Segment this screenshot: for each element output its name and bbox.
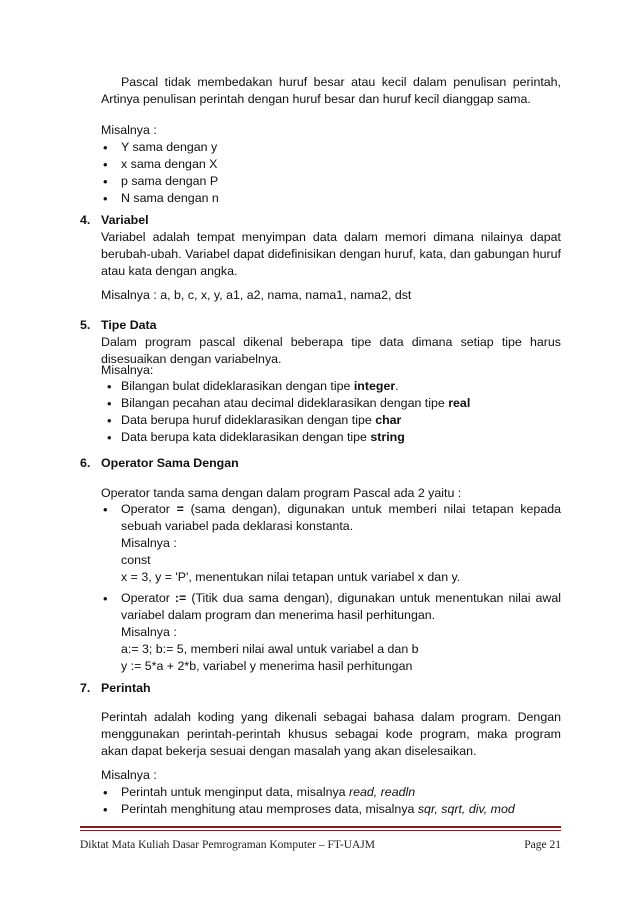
footer-title: Diktat Mata Kuliah Dasar Pemrograman Komputer – FT-UAJM — [80, 839, 376, 851]
list-item: Perintah untuk menginput data, misalnya read, readln — [121, 785, 416, 799]
footer-divider — [80, 830, 561, 831]
bullet-icon: • — [107, 430, 112, 445]
list-item: Data berupa kata dideklarasikan dengan tipe string — [121, 430, 405, 444]
footer-divider — [80, 826, 561, 828]
section-5-paragraph: Dalam program pascal dikenal beberapa tipe data dimana setiap tipe harus disesuaikan dengan variabelnya. — [101, 335, 561, 366]
operator-equal-description: Operator = (sama dengan), digunakan untuk memberi nilai tetapan kepada sebuah variabel pada deklarasi konstanta. — [121, 502, 561, 533]
section-4-example: Misalnya : a, b, c, x, y, a1, a2, nama, nama1, nama2, dst — [101, 288, 412, 302]
bullet-icon: • — [107, 379, 112, 394]
section-5-misalnya: Misalnya: — [101, 363, 154, 377]
section-5-number: 5. — [80, 318, 91, 332]
section-5-title: Tipe Data — [101, 318, 157, 332]
list-item: Data berupa huruf dideklarasikan dengan tipe char — [121, 413, 402, 427]
intro-paragraph: Pascal tidak membedakan huruf besar atau kecil dalam penulisan perintah, Artinya penulisan perintah dengan huruf besar dan huruf kecil dianggap sama. — [101, 75, 561, 106]
bullet-icon: • — [103, 174, 108, 189]
code-line: a:= 3; b:= 5, memberi nilai awal untuk variabel a dan b — [121, 642, 419, 656]
list-item: Perintah menghitung atau memproses data, misalnya sqr, sqrt, div, mod — [121, 802, 515, 816]
section-4-number: 4. — [80, 213, 91, 227]
code-line: y := 5*a + 2*b, variabel y menerima hasil perhitungan — [121, 659, 413, 673]
bullet-icon: • — [103, 502, 108, 517]
section-7-misalnya: Misalnya : — [101, 768, 157, 782]
list-item: N sama dengan n — [121, 191, 219, 205]
section-4-title: Variabel — [101, 213, 149, 227]
operator-assign-description: Operator := (Titik dua sama dengan), digunakan untuk menentukan nilai awal variabel dalam program dan menerima hasil perhitungan. — [121, 591, 561, 622]
bullet-icon: • — [107, 413, 112, 428]
list-item: x sama dengan X — [121, 157, 218, 171]
bullet-icon: • — [103, 802, 108, 817]
section-7-title: Perintah — [101, 681, 151, 695]
list-item: Bilangan pecahan atau decimal dideklarasikan dengan tipe real — [121, 396, 471, 410]
code-line: x = 3, y = 'P', menentukan nilai tetapan untuk variabel x dan y. — [121, 570, 461, 584]
section-6-title: Operator Sama Dengan — [101, 456, 239, 470]
bullet-icon: • — [103, 591, 108, 606]
intro-misalnya: Misalnya : — [101, 123, 157, 137]
list-item: Y sama dengan y — [121, 140, 218, 154]
section-7-number: 7. — [80, 681, 91, 695]
section-6-number: 6. — [80, 456, 91, 470]
list-item: p sama dengan P — [121, 174, 219, 188]
section-6-intro: Operator tanda sama dengan dalam program Pascal ada 2 yaitu : — [101, 486, 462, 500]
page-number: Page 21 — [524, 839, 561, 851]
operator-equal-misalnya: Misalnya : — [121, 536, 177, 550]
bullet-icon: • — [103, 140, 108, 155]
bullet-icon: • — [107, 396, 112, 411]
section-4-paragraph: Variabel adalah tempat menyimpan data dalam memori dimana nilainya dapat berubah-ubah. Variabel dapat didefinisikan dengan huruf, kata, dan gabungan huruf atau kata dengan angka. — [101, 230, 561, 278]
bullet-icon: • — [103, 191, 108, 206]
bullet-icon: • — [103, 785, 108, 800]
operator-assign-misalnya: Misalnya : — [121, 625, 177, 639]
code-line: const — [121, 553, 151, 567]
bullet-icon: • — [103, 157, 108, 172]
list-item: Bilangan bulat dideklarasikan dengan tipe integer. — [121, 379, 399, 393]
section-7-paragraph: Perintah adalah koding yang dikenali sebagai bahasa dalam program. Dengan menggunakan perintah-perintah khusus sebagai kode program, maka program akan dapat bekerja sesuai dengan masalah yang akan diselesaikan. — [101, 710, 561, 758]
